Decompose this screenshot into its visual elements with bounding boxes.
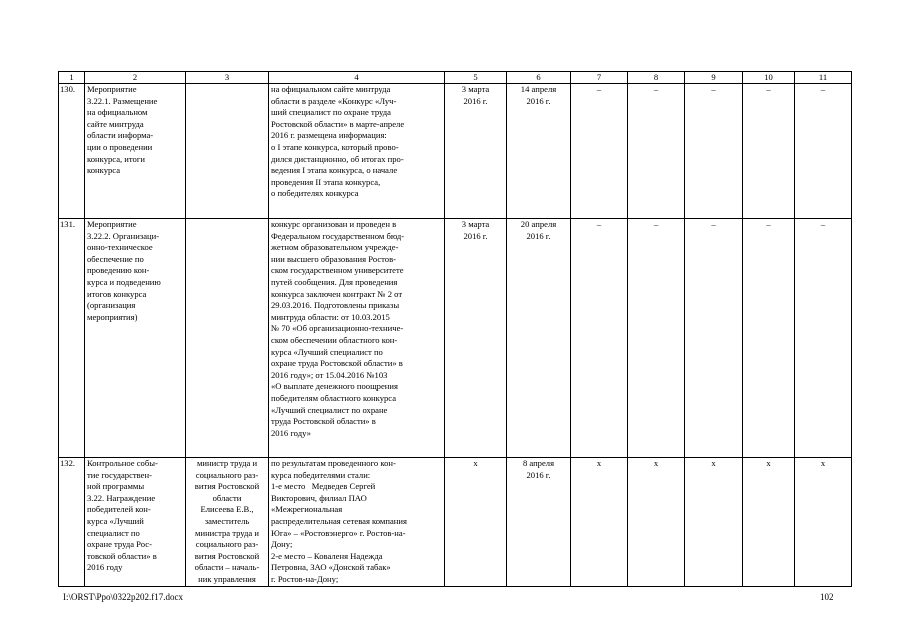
page-number: 102 — [820, 592, 834, 602]
value-cell: х — [628, 458, 685, 587]
planned-date-cell: 3 марта 2016 г. — [445, 219, 507, 458]
column-header: 8 — [628, 72, 685, 84]
column-number-row — [59, 72, 852, 84]
column-header: 6 — [507, 72, 571, 84]
column-header: 11 — [795, 72, 852, 84]
table-row — [59, 219, 852, 458]
value-cell: – — [571, 84, 628, 219]
value-cell: – — [685, 84, 743, 219]
report-table — [58, 71, 852, 587]
value-cell: – — [743, 84, 795, 219]
event-name-cell: Контрольное собы- тие государствен- ной программы 3.22. Награждение победителей кон- курса «Лучший специалист по охране труда Рос- товской области» в 2016 году — [85, 458, 186, 587]
file-path-footer: I:\ORST\Ppo\0322p202.f17.docx — [63, 592, 184, 602]
actual-date-cell: 14 апреля 2016 г. — [507, 84, 571, 219]
column-header: 4 — [269, 72, 445, 84]
responsible-cell — [186, 84, 269, 219]
value-cell: – — [795, 219, 852, 458]
column-header: 2 — [85, 72, 186, 84]
row-number: 132. — [59, 458, 85, 587]
planned-date-cell: 3 марта 2016 г. — [445, 84, 507, 219]
value-cell: х — [685, 458, 743, 587]
column-header: 10 — [743, 72, 795, 84]
result-cell: на официальном сайте минтруда области в разделе «Конкурс «Луч- ший специалист по охране труда Ростовской области» в марте-апреле 2016 г. размещена информация: о I этапе конкурса, который прово- дился дистанционно, об итогах про- ведения I этапа конкурса, о начале проведения II этапа конкурса, о победителях конкурса — [269, 84, 445, 219]
value-cell: – — [795, 84, 852, 219]
value-cell: х — [743, 458, 795, 587]
value-cell: – — [628, 84, 685, 219]
actual-date-cell: 8 апреля 2016 г. — [507, 458, 571, 587]
planned-date-cell: х — [445, 458, 507, 587]
column-header: 3 — [186, 72, 269, 84]
row-number: 131. — [59, 219, 85, 458]
column-header: 5 — [445, 72, 507, 84]
event-name-cell: Мероприятие 3.22.1. Размещение на официальном сайте минтруда области информа- ции о проведении конкурса, итоги конкурса — [85, 84, 186, 219]
table-row — [59, 84, 852, 219]
responsible-cell — [186, 219, 269, 458]
responsible-cell: министр труда и социального раз- вития Ростовской области Елисеева Е.В., заместитель министра труда и социального раз- вития Ростовской области – началь- ник управления — [186, 458, 269, 587]
row-number: 130. — [59, 84, 85, 219]
table-row — [59, 458, 852, 587]
value-cell: – — [628, 219, 685, 458]
value-cell: х — [795, 458, 852, 587]
event-name-cell: Мероприятие 3.22.2. Организаци- онно-техническое обеспечение по проведению кон- курса и подведению итогов конкурса (организация мероприятия) — [85, 219, 186, 458]
value-cell: х — [571, 458, 628, 587]
actual-date-cell: 20 апреля 2016 г. — [507, 219, 571, 458]
value-cell: – — [685, 219, 743, 458]
column-header: 9 — [685, 72, 743, 84]
column-header: 7 — [571, 72, 628, 84]
value-cell: – — [743, 219, 795, 458]
result-cell: конкурс организован и проведен в Федеральном государственном бюд- жетном образовательном учрежде- нии высшего образования Ростов- ском государственном университете путей сообщения. Для проведения конкурса заключен контракт № 2 от 29.03.2016. Подготовлены приказы минтруда области: от 10.03.2015 № 70 «Об организационно-техниче- ском обеспечении областного кон- курса «Лучший специалист по охране труда Ростовской области» в 2016 году»; от 15.04.2016 №103 «О выплате денежного поощрения победителям областного конкурса «Лучший специалист по охране труда Ростовской области» в 2016 году» — [269, 219, 445, 458]
result-cell: по результатам проведенного кон- курса победителями стали: 1-е место Медведев Сергей Викторович, филиал ПАО «Межрегиональная распределительная сетевая компания Юга» – «Ростовэнерго» г. Ростов-на- Дону; 2-е место – Коваленя Надежда Петровна, ЗАО «Донской табак» г. Ростов-на-Дону; — [269, 458, 445, 587]
value-cell: – — [571, 219, 628, 458]
column-header: 1 — [59, 72, 85, 84]
